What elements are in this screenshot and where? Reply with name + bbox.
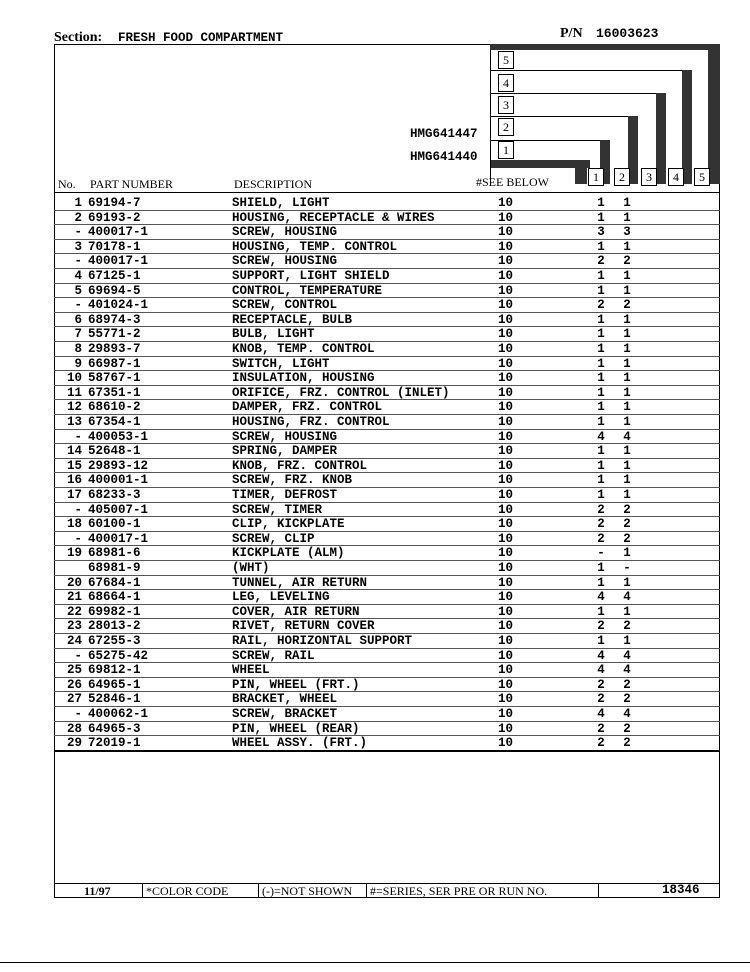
- row-qty-2: 1: [623, 210, 631, 225]
- row-see-below: 10: [498, 502, 514, 517]
- row-see-below: 10: [498, 196, 514, 210]
- row-item-number: 12: [66, 400, 82, 415]
- row-item-number: -: [74, 225, 82, 240]
- row-qty-1: 1: [597, 342, 605, 356]
- row-item-number: 2: [74, 210, 82, 225]
- row-part-number: 55771-2: [88, 327, 141, 342]
- row-part-number: 65275-42: [88, 648, 149, 663]
- row-part-number: 405007-1: [88, 502, 149, 517]
- row-item-number: 7: [74, 327, 82, 342]
- row-qty-2: 2: [623, 517, 631, 532]
- row-qty-2: 2: [623, 736, 631, 751]
- row-item-number: 25: [66, 663, 82, 678]
- row-see-below: 10: [498, 239, 514, 254]
- row-item-number: 21: [66, 590, 82, 605]
- table-row: [0, 663, 750, 678]
- table-row: [0, 430, 750, 445]
- row-see-below: 10: [498, 531, 514, 546]
- row-item-number: 9: [74, 356, 82, 371]
- row-description: SPRING, DAMPER: [232, 444, 338, 459]
- row-part-number: 400001-1: [88, 473, 149, 488]
- row-description: RIVET, RETURN COVER: [232, 619, 375, 634]
- table-row: [0, 196, 750, 211]
- row-see-below: 10: [498, 400, 514, 415]
- row-description: SCREW, TIMER: [232, 502, 323, 517]
- row-description: TUNNEL, AIR RETURN: [232, 575, 368, 590]
- row-see-below: 10: [498, 342, 514, 356]
- row-description: SCREW, HOUSING: [232, 225, 338, 240]
- row-qty-1: 2: [597, 502, 605, 517]
- row-qty-2: 1: [623, 196, 631, 210]
- table-row: [0, 605, 750, 620]
- row-qty-2: -: [623, 561, 631, 575]
- row-description: INSULATION, HOUSING: [232, 371, 375, 386]
- row-item-number: 17: [66, 488, 82, 502]
- row-item-number: -: [74, 707, 82, 721]
- row-see-below: 10: [498, 648, 514, 663]
- row-see-below: 10: [498, 488, 514, 502]
- row-qty-1: 1: [597, 356, 605, 371]
- table-row: [0, 313, 750, 328]
- row-qty-2: 4: [623, 663, 631, 678]
- row-qty-1: 1: [597, 371, 605, 386]
- row-see-below: 10: [498, 356, 514, 371]
- row-qty-1: 2: [597, 721, 605, 736]
- page-bottom-rule: [0, 962, 750, 963]
- col-header-description: DESCRIPTION: [234, 177, 313, 191]
- row-qty-2: 1: [623, 400, 631, 415]
- model-number-2: HMG641440: [410, 150, 478, 164]
- row-item-number: 24: [66, 634, 82, 648]
- model-number-1: HMG641447: [410, 127, 478, 141]
- row-qty-2: 3: [623, 225, 631, 240]
- row-description: BULB, LIGHT: [232, 327, 315, 342]
- row-description: HOUSING, TEMP. CONTROL: [232, 239, 398, 254]
- row-see-below: 10: [498, 444, 514, 459]
- table-row: [0, 619, 750, 634]
- row-qty-1: 2: [597, 736, 605, 751]
- row-description: SWITCH, LIGHT: [232, 356, 330, 371]
- table-row: [0, 357, 750, 372]
- row-description: CONTROL, TEMPERATURE: [232, 283, 383, 298]
- row-item-number: 6: [74, 312, 82, 327]
- row-qty-1: 1: [597, 458, 605, 473]
- row-qty-2: 2: [623, 298, 631, 313]
- row-qty-2: 1: [623, 269, 631, 283]
- row-description: SCREW, RAIL: [232, 648, 315, 663]
- row-description: CLIP, KICKPLATE: [232, 517, 345, 532]
- row-qty-1: 1: [597, 488, 605, 502]
- row-description: KNOB, FRZ. CONTROL: [232, 458, 368, 473]
- row-item-number: 5: [74, 283, 82, 298]
- qty-col-1: 1: [588, 168, 604, 186]
- col-header-no: No.: [58, 177, 76, 191]
- row-qty-1: 2: [597, 619, 605, 634]
- row-qty-1: 1: [597, 604, 605, 619]
- row-see-below: 10: [498, 677, 514, 692]
- row-qty-1: 2: [597, 677, 605, 692]
- table-row: [0, 386, 750, 401]
- row-item-number: 26: [66, 677, 82, 692]
- row-description: HOUSING, RECEPTACLE & WIRES: [232, 210, 435, 225]
- row-qty-2: 1: [623, 458, 631, 473]
- table-row: [0, 240, 750, 255]
- row-part-number: 28013-2: [88, 619, 141, 634]
- row-qty-1: 2: [597, 298, 605, 313]
- row-see-below: 10: [498, 298, 514, 313]
- table-row: [0, 590, 750, 605]
- qty-col-2: 2: [614, 168, 630, 186]
- row-qty-1: 2: [597, 254, 605, 269]
- row-part-number: 68664-1: [88, 590, 141, 605]
- row-description: SCREW, CONTROL: [232, 298, 338, 313]
- row-part-number: 52648-1: [88, 444, 141, 459]
- footer-date: 11/97: [84, 884, 111, 898]
- row-qty-1: 1: [597, 385, 605, 400]
- row-description: WHEEL: [232, 663, 270, 678]
- row-item-number: 8: [74, 342, 82, 356]
- row-item-number: 27: [66, 692, 82, 707]
- row-see-below: 10: [498, 736, 514, 751]
- row-see-below: 10: [498, 371, 514, 386]
- table-row: [0, 400, 750, 415]
- row-description: SCREW, BRACKET: [232, 707, 338, 721]
- row-qty-1: 1: [597, 415, 605, 429]
- row-item-number: 22: [66, 604, 82, 619]
- table-row: [0, 736, 750, 751]
- row-qty-1: 2: [597, 517, 605, 532]
- qty-col-3: 3: [641, 168, 657, 186]
- row-item-number: -: [74, 298, 82, 313]
- row-qty-2: 1: [623, 546, 631, 561]
- row-part-number: 64965-1: [88, 677, 141, 692]
- row-description: WHEEL ASSY. (FRT.): [232, 736, 368, 751]
- pn-value: 16003623: [596, 26, 659, 41]
- row-item-number: 16: [66, 473, 82, 488]
- row-qty-2: 1: [623, 473, 631, 488]
- row-see-below: 10: [498, 429, 514, 444]
- row-qty-1: 1: [597, 239, 605, 254]
- table-row: [0, 269, 750, 284]
- row-part-number: 68233-3: [88, 488, 141, 502]
- section-name: FRESH FOOD COMPARTMENT: [118, 31, 284, 45]
- row-see-below: 10: [498, 619, 514, 634]
- row-see-below: 10: [498, 707, 514, 721]
- row-see-below: 10: [498, 721, 514, 736]
- table-row: [0, 634, 750, 649]
- col-header-part-number: PART NUMBER: [90, 177, 173, 191]
- row-qty-1: 1: [597, 473, 605, 488]
- row-part-number: 401024-1: [88, 298, 149, 313]
- row-qty-1: 4: [597, 429, 605, 444]
- table-row: [0, 327, 750, 342]
- row-qty-2: 2: [623, 692, 631, 707]
- row-part-number: 58767-1: [88, 371, 141, 386]
- row-see-below: 10: [498, 283, 514, 298]
- row-description: (WHT): [232, 561, 270, 575]
- table-row: [0, 284, 750, 299]
- row-part-number: 29893-12: [88, 458, 149, 473]
- row-qty-2: 1: [623, 385, 631, 400]
- row-description: PIN, WHEEL (REAR): [232, 721, 360, 736]
- series-box-4: 4: [498, 74, 514, 92]
- row-see-below: 10: [498, 327, 514, 342]
- row-qty-1: 1: [597, 634, 605, 648]
- row-description: SCREW, CLIP: [232, 531, 315, 546]
- row-qty-1: 1: [597, 561, 605, 575]
- table-row: [0, 692, 750, 707]
- row-see-below: 10: [498, 254, 514, 269]
- row-description: SHIELD, LIGHT: [232, 196, 330, 210]
- row-item-number: 20: [66, 575, 82, 590]
- row-part-number: 67125-1: [88, 269, 141, 283]
- table-row: [0, 707, 750, 722]
- series-box-3: 3: [498, 96, 514, 114]
- row-qty-1: 1: [597, 196, 605, 210]
- row-item-number: -: [74, 502, 82, 517]
- table-row: [0, 722, 750, 737]
- row-item-number: 11: [66, 385, 82, 400]
- series-box-1: 1: [498, 141, 514, 159]
- table-row: [0, 488, 750, 503]
- row-qty-2: 2: [623, 721, 631, 736]
- row-see-below: 10: [498, 663, 514, 678]
- row-part-number: 400053-1: [88, 429, 149, 444]
- table-row: [0, 649, 750, 664]
- row-see-below: 10: [498, 692, 514, 707]
- row-qty-1: 1: [597, 283, 605, 298]
- footer-not-shown: (-)=NOT SHOWN: [262, 884, 353, 898]
- row-qty-2: 1: [623, 634, 631, 648]
- row-qty-2: 1: [623, 415, 631, 429]
- row-qty-2: 2: [623, 254, 631, 269]
- row-description: KICKPLATE (ALM): [232, 546, 345, 561]
- row-qty-2: 1: [623, 604, 631, 619]
- row-see-below: 10: [498, 517, 514, 532]
- row-part-number: 67351-1: [88, 385, 141, 400]
- row-description: SUPPORT, LIGHT SHIELD: [232, 269, 390, 283]
- table-row: [0, 576, 750, 591]
- row-description: HOUSING, FRZ. CONTROL: [232, 415, 390, 429]
- row-part-number: 67255-3: [88, 634, 141, 648]
- row-qty-1: 1: [597, 444, 605, 459]
- row-item-number: 18: [66, 517, 82, 532]
- row-qty-1: 4: [597, 707, 605, 721]
- row-qty-1: 2: [597, 531, 605, 546]
- table-row: [0, 561, 750, 576]
- table-row: [0, 517, 750, 532]
- row-description: SCREW, HOUSING: [232, 254, 338, 269]
- row-see-below: 10: [498, 225, 514, 240]
- row-part-number: 52846-1: [88, 692, 141, 707]
- row-qty-2: 2: [623, 531, 631, 546]
- row-qty-1: 1: [597, 312, 605, 327]
- table-row: [0, 678, 750, 693]
- row-qty-2: 1: [623, 312, 631, 327]
- row-qty-2: 1: [623, 342, 631, 356]
- row-part-number: 69694-5: [88, 283, 141, 298]
- row-qty-2: 2: [623, 677, 631, 692]
- row-qty-1: 3: [597, 225, 605, 240]
- row-part-number: 69194-7: [88, 196, 141, 210]
- row-qty-1: -: [597, 546, 605, 561]
- row-qty-2: 1: [623, 356, 631, 371]
- row-qty-1: 1: [597, 210, 605, 225]
- row-part-number: 68610-2: [88, 400, 141, 415]
- row-description: PIN, WHEEL (FRT.): [232, 677, 360, 692]
- row-part-number: 72019-1: [88, 736, 141, 751]
- row-part-number: 68981-9: [88, 561, 141, 575]
- row-see-below: 10: [498, 458, 514, 473]
- header-divider: [54, 192, 720, 193]
- table-row: [0, 415, 750, 430]
- table-row: [0, 211, 750, 226]
- qty-col-5: 5: [694, 168, 710, 186]
- row-item-number: -: [74, 531, 82, 546]
- row-qty-2: 2: [623, 619, 631, 634]
- row-part-number: 60100-1: [88, 517, 141, 532]
- row-item-number: -: [74, 429, 82, 444]
- table-row: [0, 225, 750, 240]
- row-part-number: 66987-1: [88, 356, 141, 371]
- row-qty-1: 4: [597, 663, 605, 678]
- row-see-below: 10: [498, 312, 514, 327]
- row-qty-2: 4: [623, 590, 631, 605]
- row-qty-2: 4: [623, 429, 631, 444]
- row-part-number: 400017-1: [88, 254, 149, 269]
- series-box-2: 2: [498, 118, 514, 136]
- row-item-number: 14: [66, 444, 82, 459]
- row-part-number: 64965-3: [88, 721, 141, 736]
- row-see-below: 10: [498, 561, 514, 575]
- row-qty-2: 1: [623, 488, 631, 502]
- qty-col-4: 4: [668, 168, 684, 186]
- row-see-below: 10: [498, 385, 514, 400]
- row-qty-1: 1: [597, 327, 605, 342]
- row-part-number: 67354-1: [88, 415, 141, 429]
- table-row: [0, 298, 750, 313]
- row-see-below: 10: [498, 634, 514, 648]
- table-row: [0, 254, 750, 269]
- row-part-number: 29893-7: [88, 342, 141, 356]
- row-item-number: 28: [66, 721, 82, 736]
- table-row: [0, 342, 750, 357]
- series-box-5: 5: [498, 51, 514, 69]
- table-row: [0, 444, 750, 459]
- row-see-below: 10: [498, 269, 514, 283]
- row-part-number: 68974-3: [88, 312, 141, 327]
- row-item-number: 1: [74, 196, 82, 210]
- row-item-number: 13: [66, 415, 82, 429]
- row-item-number: 10: [66, 371, 82, 386]
- row-description: COVER, AIR RETURN: [232, 604, 360, 619]
- row-description: KNOB, TEMP. CONTROL: [232, 342, 375, 356]
- row-part-number: 400017-1: [88, 531, 149, 546]
- row-qty-1: 1: [597, 575, 605, 590]
- section-label: Section:: [54, 30, 103, 45]
- row-part-number: 69193-2: [88, 210, 141, 225]
- row-qty-2: 1: [623, 371, 631, 386]
- col-header-see-below: #SEE BELOW: [476, 175, 549, 189]
- row-see-below: 10: [498, 210, 514, 225]
- table-row: [0, 459, 750, 474]
- row-qty-1: 1: [597, 400, 605, 415]
- row-qty-2: 2: [623, 502, 631, 517]
- row-item-number: 29: [66, 736, 82, 751]
- row-qty-2: 4: [623, 648, 631, 663]
- row-item-number: 15: [66, 458, 82, 473]
- row-qty-1: 1: [597, 269, 605, 283]
- row-description: TIMER, DEFROST: [232, 488, 338, 502]
- row-qty-2: 1: [623, 327, 631, 342]
- row-description: SCREW, FRZ. KNOB: [232, 473, 353, 488]
- row-item-number: 23: [66, 619, 82, 634]
- row-qty-2: 1: [623, 239, 631, 254]
- row-qty-2: 1: [623, 283, 631, 298]
- table-row: [0, 503, 750, 518]
- row-part-number: 70178-1: [88, 239, 141, 254]
- row-item-number: 19: [66, 546, 82, 561]
- footer-color-code: *COLOR CODE: [146, 884, 229, 898]
- row-see-below: 10: [498, 473, 514, 488]
- row-description: DAMPER, FRZ. CONTROL: [232, 400, 383, 415]
- footer-doc-number: 18346: [662, 883, 700, 897]
- row-description: ORIFICE, FRZ. CONTROL (INLET): [232, 385, 450, 400]
- row-description: SCREW, HOUSING: [232, 429, 338, 444]
- row-part-number: 400017-1: [88, 225, 149, 240]
- table-row: [0, 473, 750, 488]
- row-qty-2: 4: [623, 707, 631, 721]
- row-part-number: 400062-1: [88, 707, 149, 721]
- row-qty-2: 1: [623, 444, 631, 459]
- row-qty-2: 1: [623, 575, 631, 590]
- row-see-below: 10: [498, 415, 514, 429]
- row-description: LEG, LEVELING: [232, 590, 330, 605]
- row-part-number: 68981-6: [88, 546, 141, 561]
- row-part-number: 67684-1: [88, 575, 141, 590]
- row-item-number: 4: [74, 269, 82, 283]
- row-description: BRACKET, WHEEL: [232, 692, 338, 707]
- row-see-below: 10: [498, 546, 514, 561]
- row-qty-1: 4: [597, 648, 605, 663]
- table-row: [0, 532, 750, 547]
- row-see-below: 10: [498, 590, 514, 605]
- row-item-number: -: [74, 254, 82, 269]
- row-qty-1: 4: [597, 590, 605, 605]
- row-see-below: 10: [498, 575, 514, 590]
- row-description: RECEPTACLE, BULB: [232, 312, 353, 327]
- table-bottom-rule: [54, 750, 720, 752]
- row-part-number: 69812-1: [88, 663, 141, 678]
- row-item-number: -: [74, 648, 82, 663]
- row-qty-1: 2: [597, 692, 605, 707]
- row-description: RAIL, HORIZONTAL SUPPORT: [232, 634, 413, 648]
- row-part-number: 69982-1: [88, 604, 141, 619]
- row-see-below: 10: [498, 604, 514, 619]
- row-item-number: 3: [74, 239, 82, 254]
- table-row: [0, 546, 750, 561]
- footer-series-note: #=SERIES, SER PRE OR RUN NO.: [370, 884, 548, 898]
- table-row: [0, 371, 750, 386]
- pn-label: P/N: [560, 26, 583, 41]
